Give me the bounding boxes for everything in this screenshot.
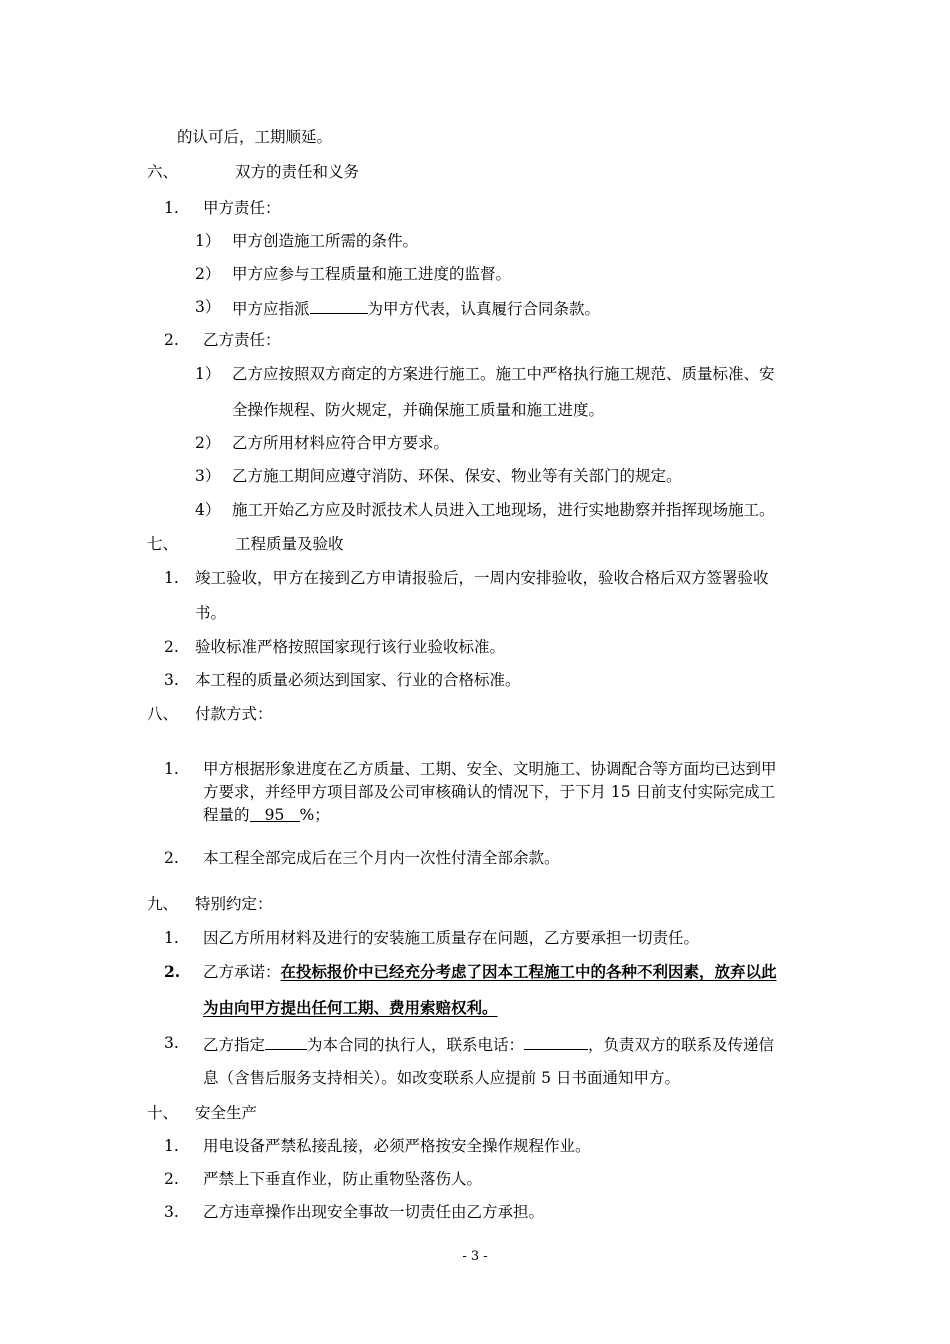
item-text-post: %； [299, 806, 330, 824]
item-text: 严禁上下垂直作业，防止重物坠落伤人。 [203, 1170, 483, 1188]
section-6-title: 双方的责任和义务 [235, 163, 360, 181]
item-text-continuation: 方要求，并经甲方项目部及公司审核确认的情况下，于下月 15 日前支付实际完成工 [203, 783, 776, 801]
item-text: 用电设备严禁私接乱接，必须严格按安全操作规程作业。 [203, 1137, 591, 1155]
subitem-number: 3） [195, 298, 221, 316]
subitem-text: 乙方施工期间应遵守消防、环保、保安、物业等有关部门的规定。 [232, 467, 682, 485]
item-text: 竣工验收，甲方在接到乙方申请报验后，一周内安排验收，验收合格后双方签署验收 [195, 569, 769, 587]
subitem-text-pre: 甲方应指派 [232, 300, 310, 318]
section-6-number: 六、 [147, 163, 179, 181]
item-number: 1. [164, 569, 179, 587]
item-text-continuation: 书。 [195, 604, 227, 622]
fill-in-blank [265, 1033, 307, 1050]
item-number: 3. [164, 1203, 179, 1221]
subitem-text [232, 297, 600, 319]
item-number: 1. [164, 929, 179, 947]
item-text-post: ，负责双方的联系及传递信 [588, 1036, 775, 1054]
subitem-text: 甲方应参与工程质量和施工进度的监督。 [232, 265, 512, 283]
fill-in-blank [310, 297, 368, 314]
item-number: 3. [164, 1034, 179, 1052]
subitem-number: 2） [195, 434, 221, 452]
subitem-text: 甲方创造施工所需的条件。 [232, 232, 419, 250]
item-text: 乙方责任： [203, 331, 281, 349]
subitem-number: 1） [195, 365, 221, 383]
item-text-pre: 乙方指定 [203, 1036, 266, 1054]
payment-percent-value: 95 [250, 805, 300, 822]
emphasized-text: 在投标报价中已经充分考虑了因本工程施工中的各种不利因素，放弃以此 [280, 962, 777, 981]
subitem-text-post: 为甲方代表，认真履行合同条款。 [367, 300, 601, 318]
item-number: 2. [164, 331, 179, 349]
item-text: 本工程的质量必须达到国家、行业的合格标准。 [195, 671, 521, 689]
fill-in-blank [524, 1033, 588, 1050]
item-text: 甲方根据形象进度在乙方质量、工期、安全、文明施工、协调配合等方面均已达到甲 [203, 760, 777, 778]
item-number: 1. [164, 199, 179, 217]
item-text: 验收标准严格按照国家现行该行业验收标准。 [195, 638, 506, 656]
item-text: 乙方违章操作出现安全事故一切责任由乙方承担。 [203, 1203, 545, 1221]
subitem-number: 3） [195, 467, 221, 485]
subitem-number: 4） [195, 501, 221, 519]
section-8-number: 八、 [147, 705, 179, 723]
item-text: 甲方责任： [203, 199, 281, 217]
subitem-text: 乙方所用材料应符合甲方要求。 [232, 434, 450, 452]
item-number: 2. [164, 1170, 179, 1188]
section-7-title: 工程质量及验收 [235, 535, 344, 553]
section-9-number: 九、 [147, 895, 179, 913]
section-9-title: 特别约定： [195, 895, 273, 913]
subitem-number: 2） [195, 265, 221, 283]
item-number: 2. [164, 962, 181, 981]
emphasized-text-continuation: 为由向甲方提出任何工期、费用索赔权利。 [203, 998, 498, 1017]
item-text-pre: 乙方承诺： [203, 963, 281, 981]
item-text-mid: 为本合同的执行人，联系电话： [307, 1036, 525, 1054]
item-text [203, 1033, 774, 1055]
item-number: 2. [164, 638, 179, 656]
section-8-title: 付款方式： [195, 705, 273, 723]
item-text-pre: 程量的 [203, 806, 250, 824]
subitem-text: 施工开始乙方应及时派技术人员进入工地现场，进行实地勘察并指挥现场施工。 [232, 501, 775, 519]
section-7-number: 七、 [147, 535, 179, 553]
item-number: 1. [164, 1137, 179, 1155]
section-10-number: 十、 [147, 1104, 179, 1122]
page-number: - 3 - [462, 1249, 488, 1264]
item-text: 因乙方所用材料及进行的安装施工质量存在问题，乙方要承担一切责任。 [203, 929, 700, 947]
subitem-number: 1） [195, 232, 221, 250]
item-text-continuation: 息（含售后服务支持相关）。如改变联系人应提前 5 日书面通知甲方。 [203, 1069, 680, 1087]
item-number: 3. [164, 671, 179, 689]
section-10-title: 安全生产 [195, 1104, 258, 1122]
subitem-text-continuation: 全操作规程、防火规定，并确保施工质量和施工进度。 [232, 401, 605, 419]
item-number: 1. [164, 760, 179, 778]
item-text: 本工程全部完成后在三个月内一次性付清全部余款。 [203, 849, 560, 867]
item-number: 2. [164, 849, 179, 867]
item-text [203, 962, 777, 982]
item-text-continuation [203, 805, 330, 825]
paragraph-continuation: 的认可后，工期顺延。 [177, 128, 333, 146]
subitem-text: 乙方应按照双方商定的方案进行施工。施工中严格执行施工规范、质量标准、安 [232, 365, 775, 383]
